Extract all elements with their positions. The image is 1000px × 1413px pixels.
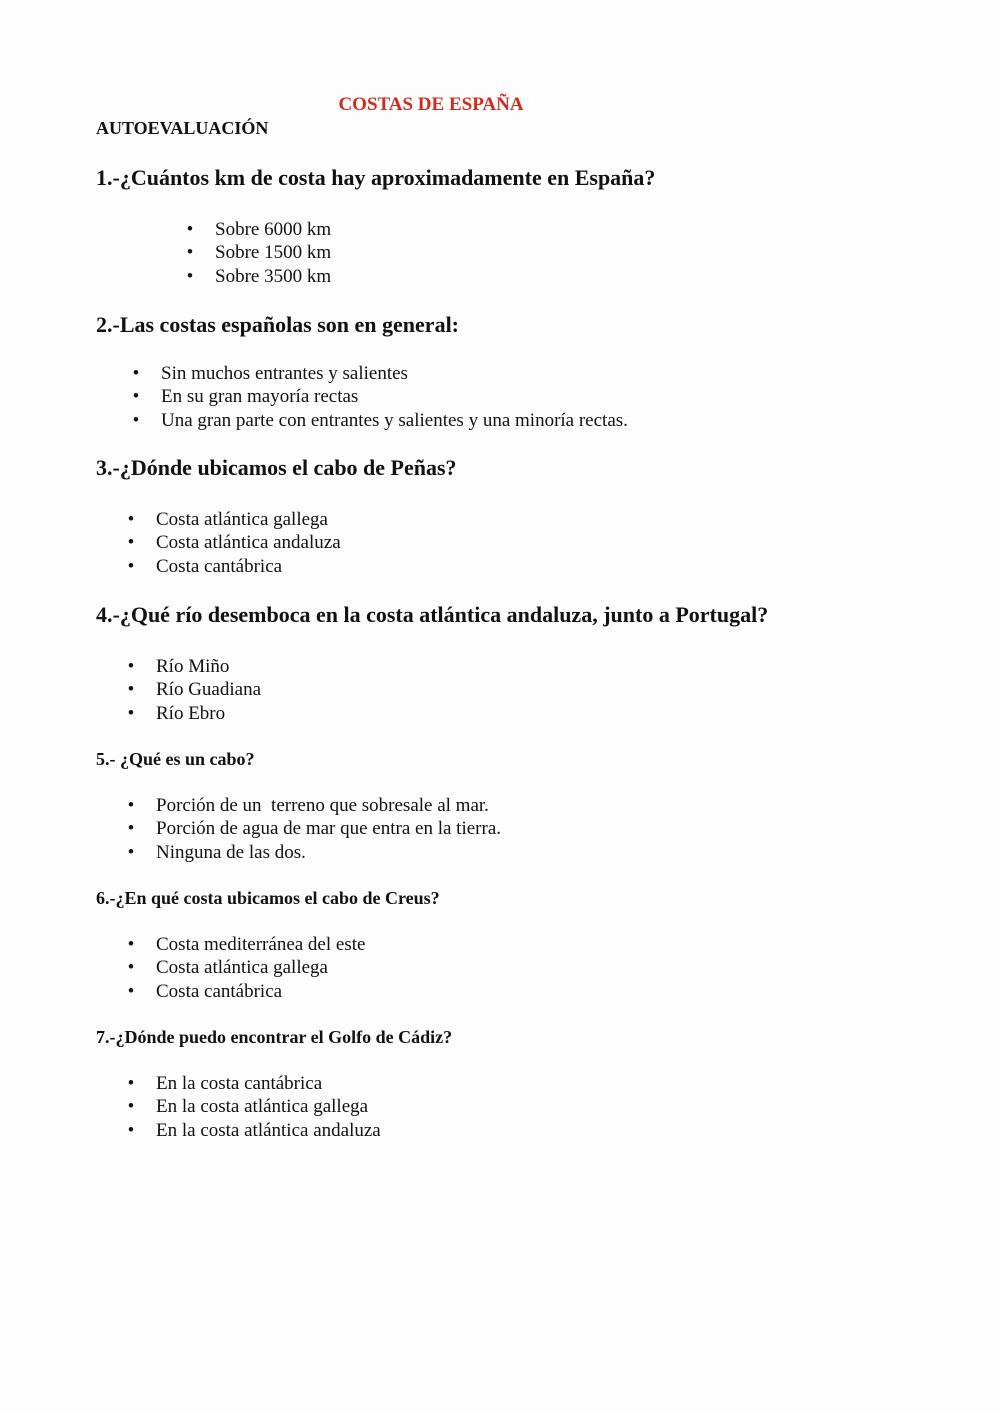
bullet-icon: • [127, 702, 135, 724]
question-6: 6.-¿En qué costa ubicamos el cabo de Creus? [96, 888, 440, 908]
bullet-icon: • [186, 265, 194, 287]
bullet-icon: • [127, 841, 135, 863]
bullet-icon: • [132, 409, 140, 431]
option-1-b: • Sobre 1500 km [186, 242, 332, 264]
option-4-c: • Río Ebro [127, 702, 226, 724]
option-4-a: • Río Miño [127, 656, 230, 677]
bullet-icon: • [127, 555, 135, 577]
question-3: 3.-¿Dónde ubicamos el cabo de Peñas? [96, 455, 457, 480]
document-title: COSTAS DE ESPAÑA [338, 94, 524, 115]
option-6-c: • Costa cantábrica [127, 980, 283, 1002]
option-4-b: • Río Guadiana [127, 679, 262, 701]
option-5-c: • Ninguna de las dos. [127, 841, 306, 863]
question-7: 7.-¿Dónde puedo encontrar el Golfo de Cádiz? [96, 1027, 453, 1047]
question-4: 4.-¿Qué río desemboca en la costa atlántica andaluza, junto a Portugal? [96, 602, 769, 627]
bullet-icon: • [127, 1073, 135, 1094]
options-list-5 [127, 794, 502, 864]
option-6-b: • Costa atlántica gallega [127, 957, 328, 979]
options-list-3 [127, 508, 341, 578]
bullet-icon: • [127, 957, 135, 979]
option-2-a: • Sin muchos entrantes y salientes [132, 363, 408, 384]
document-subtitle: AUTOEVALUACIÓN [96, 118, 269, 138]
bullet-icon: • [186, 242, 194, 264]
option-7-a: • En la costa cantábrica [127, 1073, 323, 1094]
option-7-c: • En la costa atlántica andaluza [127, 1119, 381, 1141]
bullet-icon: • [127, 934, 135, 955]
options-list-2 [132, 362, 628, 432]
option-2-b: • En su gran mayoría rectas [132, 386, 359, 408]
option-1-a: • Sobre 6000 km [186, 219, 332, 240]
question-1: 1.-¿Cuántos km de costa hay aproximadamente en España? [96, 165, 656, 190]
question-2: 2.-Las costas españolas son en general: [96, 312, 460, 337]
options-list-4 [127, 655, 262, 725]
bullet-icon: • [127, 818, 135, 840]
bullet-icon: • [127, 1096, 135, 1118]
option-3-a: • Costa atlántica gallega [127, 509, 328, 530]
bullet-icon: • [127, 509, 135, 530]
option-6-a: • Costa mediterránea del este [127, 934, 366, 955]
bullet-icon: • [132, 386, 140, 408]
bullet-icon: • [127, 795, 135, 816]
bullet-icon: • [127, 656, 135, 677]
bullet-icon: • [127, 1119, 135, 1141]
option-7-b: • En la costa atlántica gallega [127, 1096, 369, 1118]
option-3-b: • Costa atlántica andaluza [127, 532, 341, 554]
option-5-a: • Porción de un terreno que sobresale al mar. [127, 795, 489, 816]
option-2-c: • Una gran parte con entrantes y salientes y una minoría rectas. [132, 409, 628, 431]
bullet-icon: • [186, 219, 194, 240]
options-list-6 [127, 933, 366, 1003]
question-5: 5.- ¿Qué es un cabo? [96, 749, 255, 769]
bullet-icon: • [127, 679, 135, 701]
bullet-icon: • [132, 363, 140, 384]
bullet-icon: • [127, 532, 135, 554]
options-list-7 [127, 1072, 381, 1142]
options-list-1 [186, 218, 332, 288]
option-3-c: • Costa cantábrica [127, 555, 283, 577]
option-5-b: • Porción de agua de mar que entra en la tierra. [127, 818, 502, 840]
option-1-c: • Sobre 3500 km [186, 265, 332, 287]
bullet-icon: • [127, 980, 135, 1002]
